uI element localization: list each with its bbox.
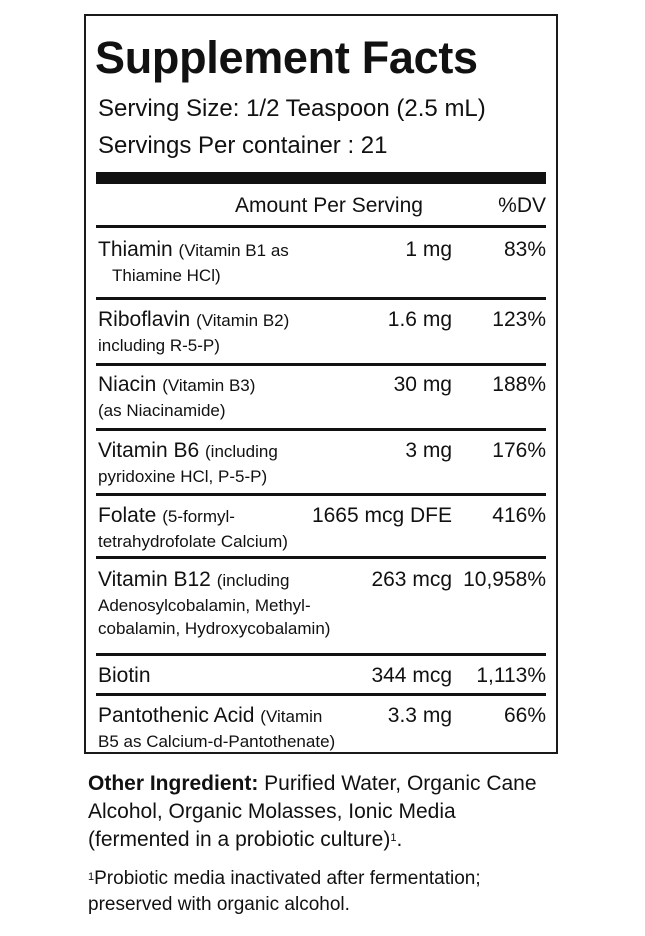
- footnote: [88, 866, 558, 918]
- nutrient-detail: Adenosylcobalamin, Methyl-: [98, 596, 311, 615]
- nutrient-row-niacin: [98, 372, 546, 422]
- nutrient-detail: B5 as Calcium-d-Pantothenate): [98, 732, 336, 751]
- nutrient-name: Niacin: [98, 373, 157, 396]
- nutrient-row-folate: [98, 503, 546, 553]
- panel-title: Supplement Facts: [95, 32, 478, 83]
- row-divider: [96, 693, 546, 696]
- nutrient-qualifier: (Vitamin B2): [196, 311, 290, 330]
- nutrient-name: Thiamin: [98, 238, 173, 261]
- row-divider: [96, 653, 546, 656]
- thick-divider: [96, 172, 546, 184]
- nutrient-detail: (as Niacinamide): [98, 401, 226, 420]
- nutrient-qualifier: (including: [205, 442, 278, 461]
- nutrient-row-thiamin: [98, 237, 546, 287]
- row-divider: [96, 556, 546, 559]
- nutrient-dv: 188%: [492, 373, 546, 396]
- nutrient-row-pantothenic-acid: [98, 703, 546, 753]
- nutrient-qualifier: (including: [216, 571, 290, 590]
- other-ingredient-label: Other Ingredient:: [88, 772, 259, 795]
- row-divider: [96, 363, 546, 366]
- nutrient-qualifier: (5-formyl-: [162, 507, 235, 526]
- row-divider: [96, 297, 546, 300]
- nutrient-detail: including R-5-P): [98, 336, 220, 355]
- nutrient-detail: tetrahydrofolate Calcium): [98, 532, 288, 551]
- row-divider: [96, 428, 546, 431]
- nutrient-detail: pyridoxine HCl, P-5-P): [98, 467, 268, 486]
- nutrient-dv: 66%: [503, 704, 546, 727]
- supplement-facts-panel: [84, 14, 558, 754]
- nutrient-detail: Thiamine HCl): [112, 266, 221, 285]
- row-divider: [96, 493, 546, 496]
- nutrient-detail: cobalamin, Hydroxycobalamin): [98, 619, 331, 638]
- nutrient-amount: 30 mg: [393, 373, 452, 396]
- nutrient-amount: 3 mg: [405, 439, 452, 462]
- nutrient-dv: 176%: [492, 439, 546, 462]
- nutrient-name: Riboflavin: [98, 308, 191, 331]
- other-ingredient-text: Purified Water, Organic Cane Alcohol, Organic Molasses, Ionic Media (fermented in a probiotic culture): [88, 772, 537, 851]
- row-divider: [96, 225, 546, 228]
- nutrient-dv: 1,113%: [476, 664, 546, 687]
- nutrient-amount: 1665 mcg DFE: [311, 504, 452, 527]
- nutrient-row-biotin: [98, 663, 546, 689]
- nutrient-amount: 1.6 mg: [387, 308, 452, 331]
- nutrient-qualifier: (Vitamin B1 as: [178, 241, 289, 260]
- nutrient-dv: 416%: [492, 504, 546, 527]
- nutrient-dv: 123%: [492, 308, 546, 331]
- nutrient-row-riboflavin: [98, 307, 546, 357]
- footnote-text: Probiotic media inactivated after fermentation; preserved with organic alcohol.: [88, 868, 481, 915]
- amount-header: Amount Per Serving: [235, 194, 423, 217]
- other-ingredient: [88, 770, 558, 854]
- nutrient-name: Folate: [98, 504, 157, 527]
- serving-size: Serving Size: 1/2 Teaspoon (2.5 mL): [98, 95, 486, 122]
- footnote-number: 1: [88, 871, 95, 883]
- nutrient-amount: 3.3 mg: [387, 704, 452, 727]
- nutrient-amount: 1 mg: [405, 238, 452, 261]
- nutrient-amount: 263 mcg: [371, 568, 452, 591]
- nutrient-name: Vitamin B6: [98, 439, 200, 462]
- nutrient-name: Biotin: [98, 664, 151, 687]
- nutrient-name: Vitamin B12: [98, 568, 211, 591]
- nutrient-dv: 10,958%: [463, 568, 546, 591]
- nutrient-amount: 344 mcg: [371, 664, 452, 687]
- nutrient-row-vitamin-b6: [98, 438, 546, 488]
- nutrient-qualifier: (Vitamin: [260, 707, 323, 726]
- footnote-marker: 1: [390, 832, 397, 844]
- nutrient-name: Pantothenic Acid: [98, 704, 255, 727]
- nutrient-qualifier: (Vitamin B3): [162, 376, 256, 395]
- dv-header: %DV: [498, 194, 546, 217]
- nutrient-row-vitamin-b12: [98, 567, 546, 640]
- servings-per-container: Servings Per container : 21: [98, 132, 388, 159]
- nutrient-dv: 83%: [503, 238, 546, 261]
- other-ingredient-end: .: [396, 828, 403, 851]
